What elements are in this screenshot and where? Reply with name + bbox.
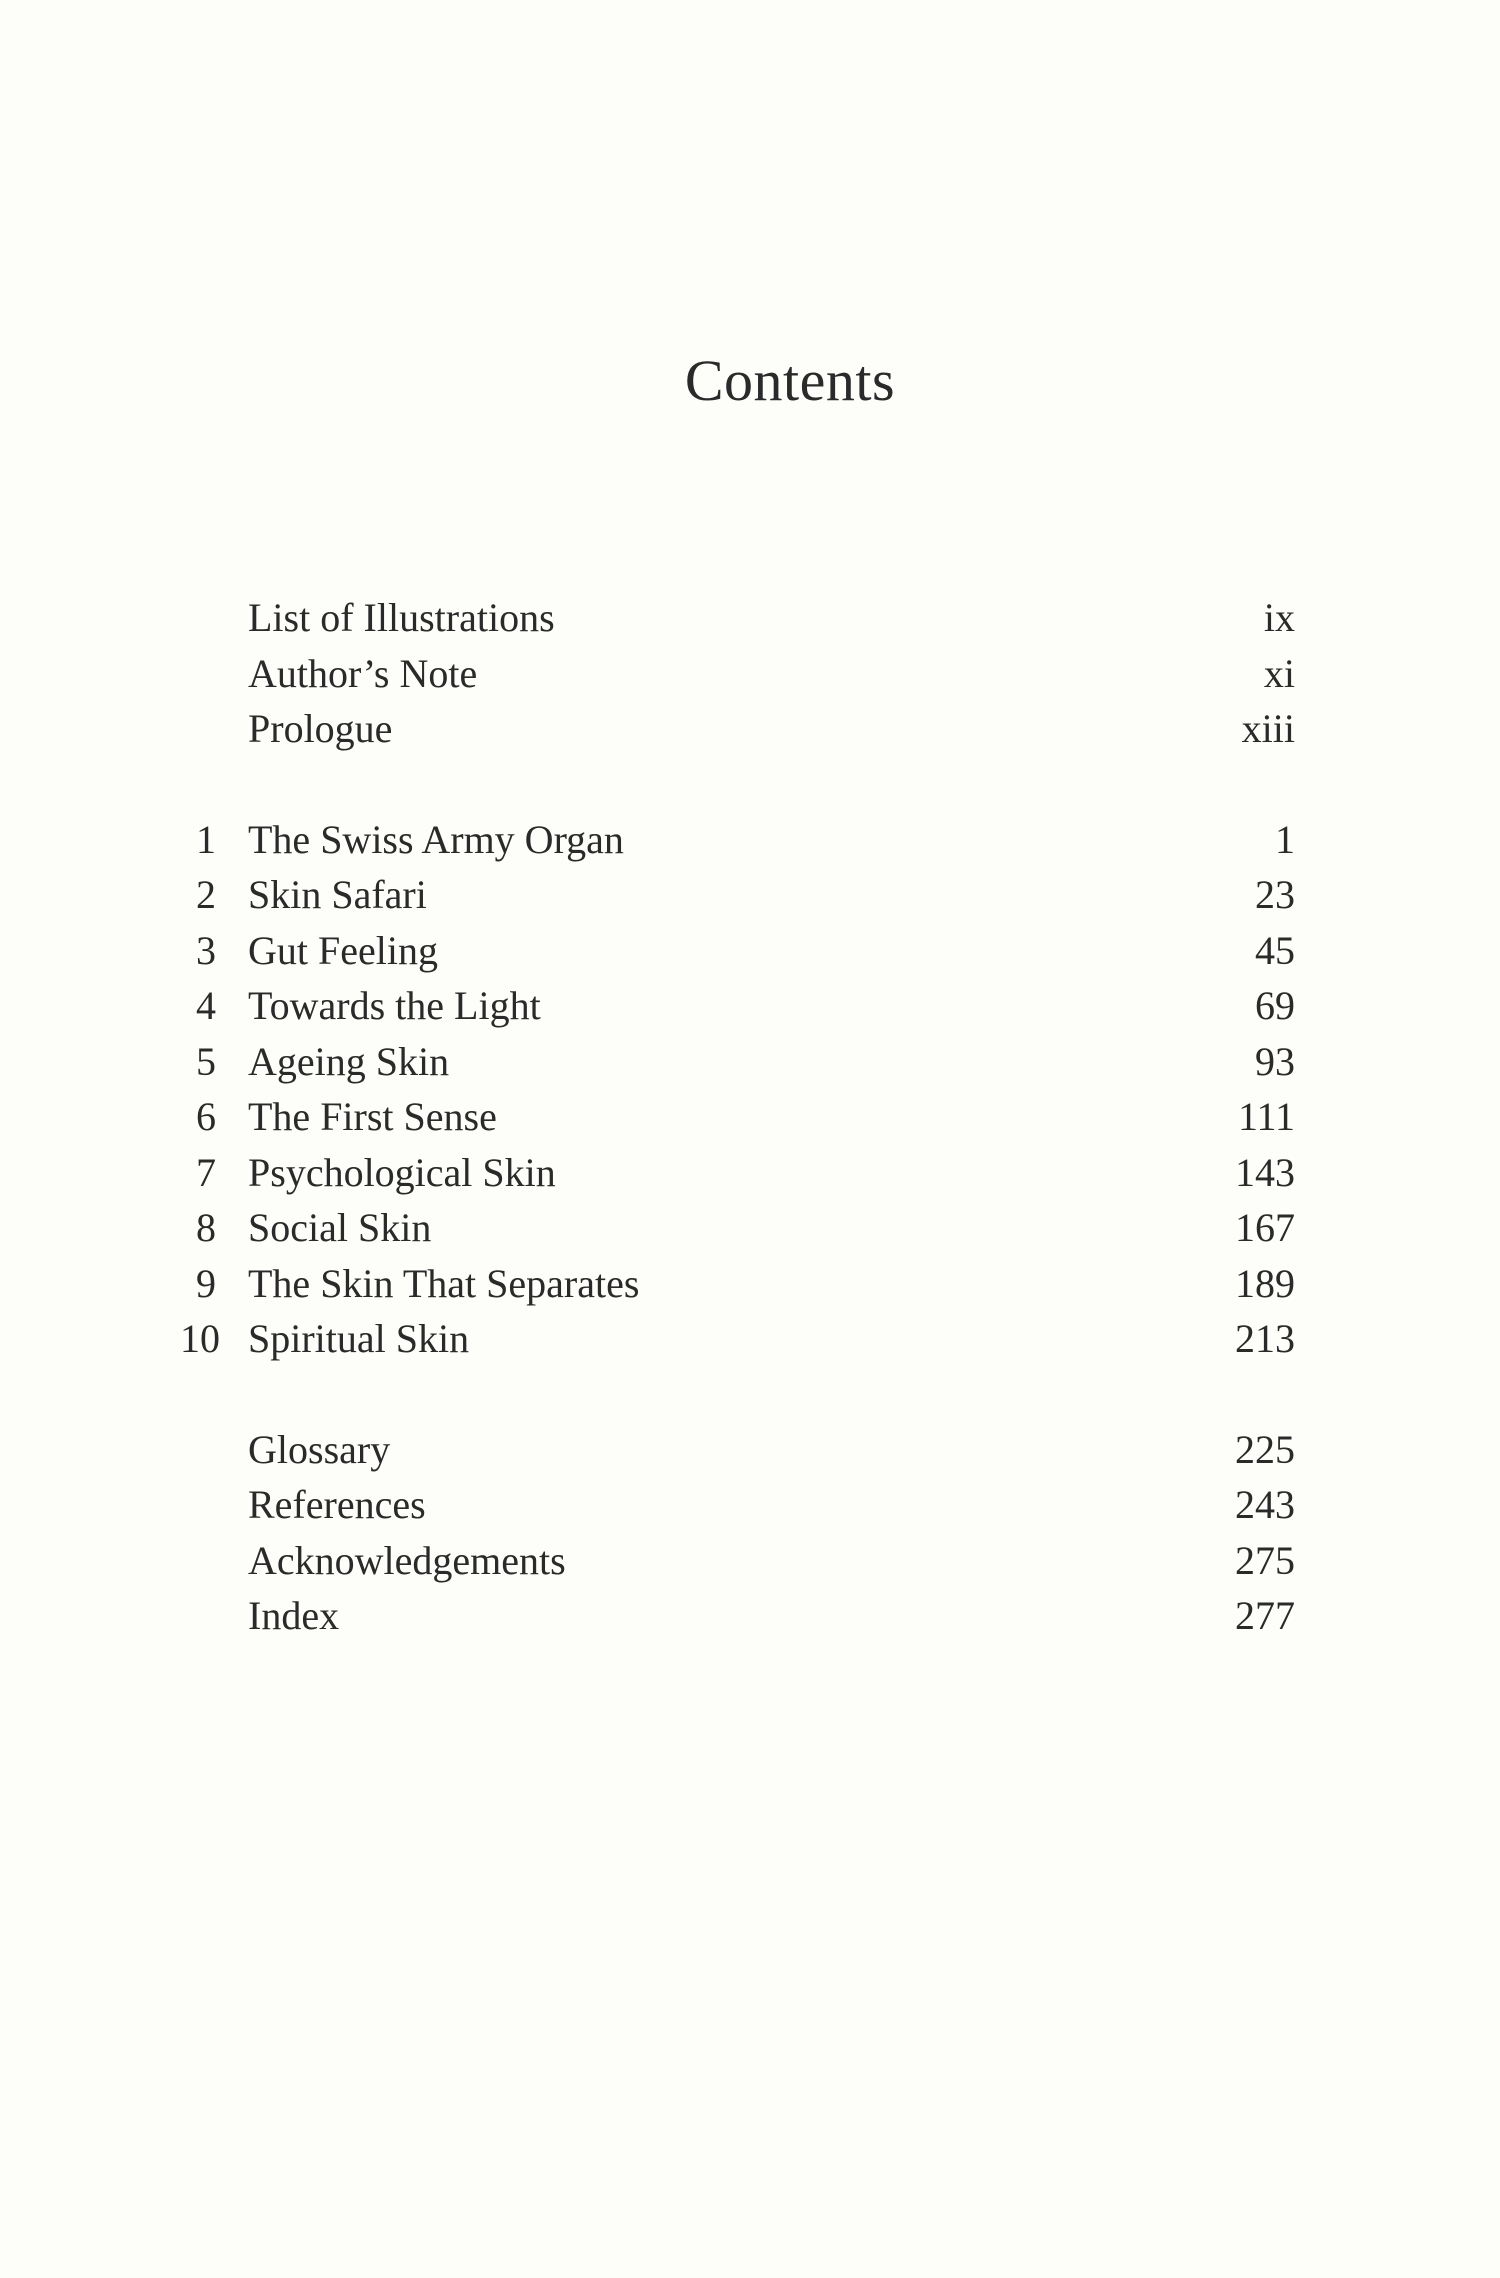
toc-number: 5 [196,1038,216,1084]
toc-label: Towards the Light [248,983,541,1028]
toc-number: 10 [180,1316,220,1361]
back-matter-list [180,1422,1295,1644]
toc-entry[interactable] [180,646,1295,702]
chapter-list [180,812,1295,1367]
toc-entry[interactable] [180,978,1295,1034]
toc-number: 6 [196,1094,216,1139]
toc-page-number: 23 [1255,872,1295,917]
toc-entry[interactable] [180,590,1295,646]
toc-label: Social Skin [248,1205,432,1250]
toc-label: Gut Feeling [248,927,438,973]
toc-label: The Swiss Army Organ [248,816,624,862]
toc-page-number: xiii [1241,706,1295,751]
toc-number: 9 [196,1260,216,1306]
toc-page-number: ix [1263,595,1295,640]
toc-entry[interactable] [180,1311,1295,1367]
toc-label: Acknowledgements [248,1537,566,1583]
toc-entry[interactable] [180,812,1295,868]
toc-page-number: 45 [1255,927,1295,973]
page-title: Contents [684,348,896,413]
toc-entry[interactable] [180,1034,1295,1090]
toc-number: 8 [196,1205,216,1250]
toc-entry[interactable] [180,867,1295,923]
toc-label: Glossary [248,1426,391,1472]
toc-entry[interactable] [180,1588,1295,1644]
toc-entry[interactable] [180,1200,1295,1256]
toc-page-number: 167 [1235,1205,1295,1250]
toc-entry[interactable] [180,1477,1295,1533]
toc-label: Ageing Skin [248,1038,450,1084]
toc-label: The Skin That Separates [248,1260,640,1306]
toc-entry[interactable] [180,1422,1295,1478]
toc-number: 1 [196,816,216,862]
table-of-contents [180,590,1295,1644]
front-matter-list [180,590,1295,757]
toc-label: Skin Safari [248,872,427,917]
toc-number: 2 [196,872,216,917]
toc-label: Spiritual Skin [248,1316,470,1361]
toc-number: 4 [196,983,216,1028]
toc-entry[interactable] [180,923,1295,979]
toc-label: Prologue [248,706,393,751]
toc-label: The First Sense [248,1094,497,1139]
toc-entry[interactable] [180,1533,1295,1589]
toc-label: References [248,1482,426,1527]
toc-label: List of Illustrations [248,595,555,640]
toc-label: Psychological Skin [248,1149,556,1195]
toc-entry[interactable] [180,1145,1295,1201]
toc-page-number: xi [1263,650,1295,696]
toc-entry[interactable] [180,701,1295,757]
toc-number: 7 [196,1149,216,1195]
toc-number: 3 [196,927,216,973]
toc-label: Index [248,1593,340,1638]
toc-page-number: 277 [1235,1593,1295,1638]
toc-page-number: 213 [1235,1316,1295,1361]
toc-label: Author’s Note [248,650,478,696]
toc-page-number: 275 [1235,1537,1295,1583]
toc-entry[interactable] [180,1089,1295,1145]
toc-page-number: 93 [1255,1038,1295,1084]
toc-page-number: 189 [1235,1260,1295,1306]
toc-page-number: 111 [1237,1094,1295,1139]
toc-page-number: 69 [1255,983,1295,1028]
toc-page-number: 243 [1235,1482,1295,1527]
toc-entry[interactable] [180,1256,1295,1312]
toc-page-number: 1 [1275,816,1295,862]
toc-page-number: 225 [1235,1426,1295,1472]
toc-page-number: 143 [1235,1149,1295,1195]
